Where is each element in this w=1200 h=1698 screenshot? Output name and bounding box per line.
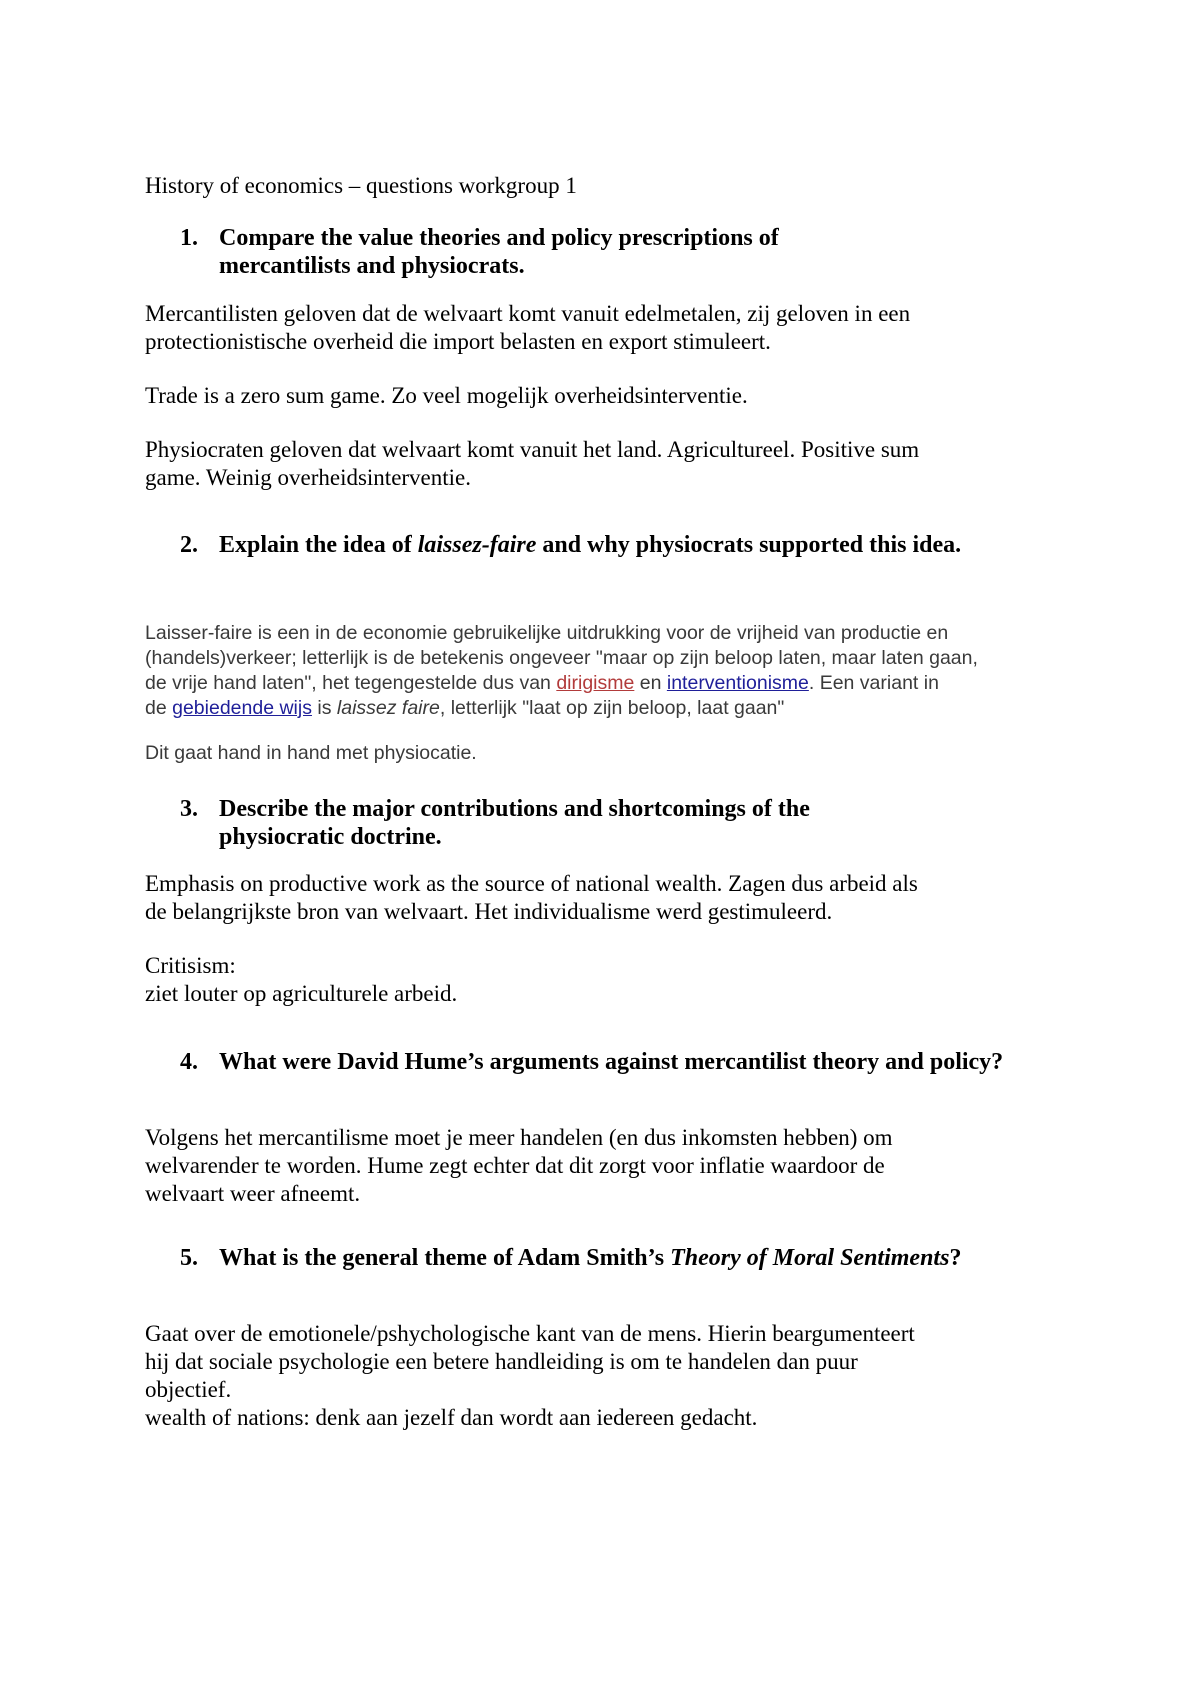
question-text: Compare the value theories and policy prescriptions of mercantilists and physiocrats. [219,225,779,279]
question-4 [145,1048,1075,1076]
question-number: 2. [180,532,198,558]
question-5 [145,1244,1075,1272]
question-1 [145,224,1075,280]
answer-3-paragraph-1: Emphasis on productive work as the source of national wealth. Zagen dus arbeid als de belangrijkste bron van welvaart. Het individualisme werd gestimuleerd. [145,871,918,924]
question-text: What were David Hume’s arguments against mercantilist theory and policy? [219,1049,1004,1075]
question-3 [145,795,1075,851]
answer-3-paragraph-2: Critisism: ziet louter op agriculturele arbeid. [145,953,458,1006]
answer-4-paragraph: Volgens het mercantilisme moet je meer handelen (en dus inkomsten hebben) om welvarender te worden. Hume zegt echter dat dit zorgt voor inflatie waardoor de welvaart weer afneemt. [145,1125,893,1206]
dirigisme-link[interactable]: dirigisme [556,672,635,694]
answer-1-paragraph-3: Physiocraten geloven dat welvaart komt vanuit het land. Agricultureel. Positive sum game. Weinig overheidsinterventie. [145,437,920,490]
document-title: History of economics – questions workgroup 1 [145,173,577,198]
question-text: What is the general theme of Adam Smith’s Theory of Moral Sentiments? [219,1245,962,1271]
interventionisme-link[interactable]: interventionisme [666,672,809,694]
question-number: 4. [180,1049,198,1075]
question-text: Explain the idea of laissez-faire and why physiocrats supported this idea. [219,532,962,558]
question-number: 5. [180,1245,198,1271]
question-text: Describe the major contributions and shortcomings of the physiocratic doctrine. [219,796,810,850]
question-number: 1. [180,225,198,251]
question-2 [145,531,1075,559]
answer-2-quote: Laisser-faire is een in de economie gebruikelijke uitdrukking voor de vrijheid van productie en (handels)verkeer; letterlijk is de betekenis ongeveer "maar op zijn beloop laten, maar laten gaan, de vrije hand laten", het tegengestelde dus van dirigisme en interventionisme. Een variant in de gebiedende wijs is laissez faire, letterlijk "laat op zijn beloop, laat gaan" [145,622,978,719]
answer-5-paragraph: Gaat over de emotionele/pshychologische kant van de mens. Hierin beargumenteert hij dat sociale psychologie een betere handleiding is om te handelen dan puur objectief. wealth of nations: denk aan jezelf dan wordt aan iedereen gedacht. [145,1321,915,1430]
question-number: 3. [180,796,198,822]
answer-1-paragraph-1: Mercantilisten geloven dat de welvaart komt vanuit edelmetalen, zij geloven in een protectionistische overheid die import belasten en export stimuleert. [145,301,911,354]
answer-1-paragraph-2: Trade is a zero sum game. Zo veel mogelijk overheidsinterventie. [145,383,748,408]
gebiedende-wijs-link[interactable]: gebiedende wijs [172,697,312,719]
answer-2-paragraph-2: Dit gaat hand in hand met physiocatie. [145,742,477,764]
